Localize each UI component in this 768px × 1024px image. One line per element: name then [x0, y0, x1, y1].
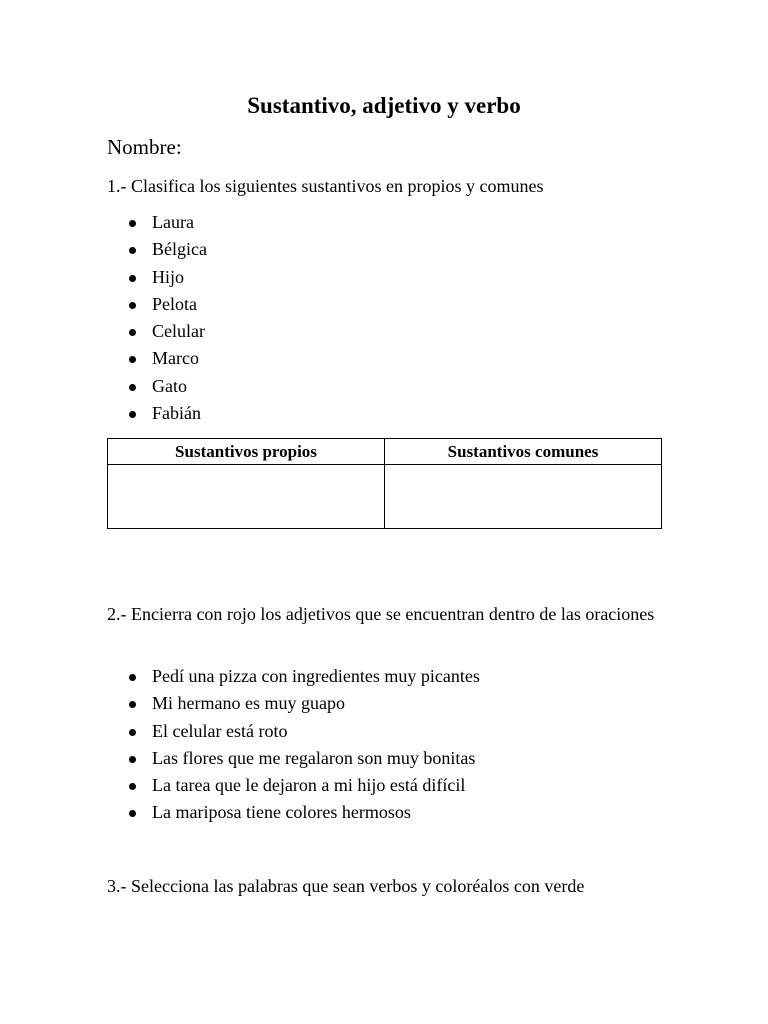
common-nouns-answer-cell[interactable] [385, 465, 662, 529]
bullet-icon [129, 729, 136, 736]
question-3-text: 3.- Selecciona las palabras que sean verbos y coloréalos con verde [107, 876, 585, 896]
bullet-icon [129, 411, 136, 418]
list-item [128, 772, 480, 799]
list-item [128, 663, 480, 690]
page-title: Sustantivo, adjetivo y verbo [247, 93, 521, 118]
bullet-icon [129, 329, 136, 336]
list-item-text: Pedí una pizza con ingredientes muy picantes [152, 666, 480, 686]
bullet-icon [129, 356, 136, 363]
bullet-icon [129, 783, 136, 790]
bullet-icon [129, 302, 136, 309]
bullet-icon [129, 275, 136, 282]
bullet-icon [129, 756, 136, 763]
noun-list [128, 209, 207, 427]
list-item [128, 745, 480, 772]
list-item-text: El celular está roto [152, 720, 288, 741]
list-item-text: Las flores que me regalaron son muy bonitas [152, 747, 476, 768]
bullet-icon [129, 674, 136, 681]
list-item-text: Celular [152, 321, 205, 342]
header-common-nouns: Sustantivos comunes [385, 439, 662, 465]
list-item [128, 718, 480, 745]
list-item-text: Marco [152, 348, 199, 369]
list-item [128, 400, 207, 427]
list-item-text: Laura [152, 212, 194, 232]
list-item-text: Pelota [152, 293, 197, 314]
sentence-list [128, 663, 480, 827]
question-1-text: 1.- Clasifica los siguientes sustantivos en propios y comunes [107, 176, 544, 196]
table-header-row [108, 439, 662, 465]
list-item [128, 291, 207, 318]
list-item [128, 209, 207, 236]
bullet-icon [129, 701, 136, 708]
bullet-icon [129, 247, 136, 254]
bullet-icon [129, 810, 136, 817]
table-row [108, 465, 662, 529]
list-item [128, 373, 207, 400]
name-label: Nombre: [107, 135, 182, 159]
proper-nouns-answer-cell[interactable] [108, 465, 385, 529]
bullet-icon [129, 220, 136, 227]
list-item-text: La tarea que le dejaron a mi hijo está difícil [152, 775, 466, 796]
list-item [128, 318, 207, 345]
list-item [128, 264, 207, 291]
list-item-text: Mi hermano es muy guapo [152, 693, 345, 714]
list-item-text: Gato [152, 375, 187, 396]
list-item [128, 236, 207, 263]
classification-table [107, 438, 662, 529]
header-proper-nouns: Sustantivos propios [108, 439, 385, 465]
list-item-text: Hijo [152, 266, 185, 287]
list-item [128, 345, 207, 372]
list-item [128, 690, 480, 717]
bullet-icon [129, 384, 136, 391]
question-2-text: 2.- Encierra con rojo los adjetivos que se encuentran dentro de las oraciones [107, 604, 655, 624]
list-item-text: Bélgica [152, 239, 207, 260]
list-item-text: La mariposa tiene colores hermosos [152, 802, 411, 823]
list-item [128, 799, 480, 826]
list-item-text: Fabián [152, 403, 201, 424]
